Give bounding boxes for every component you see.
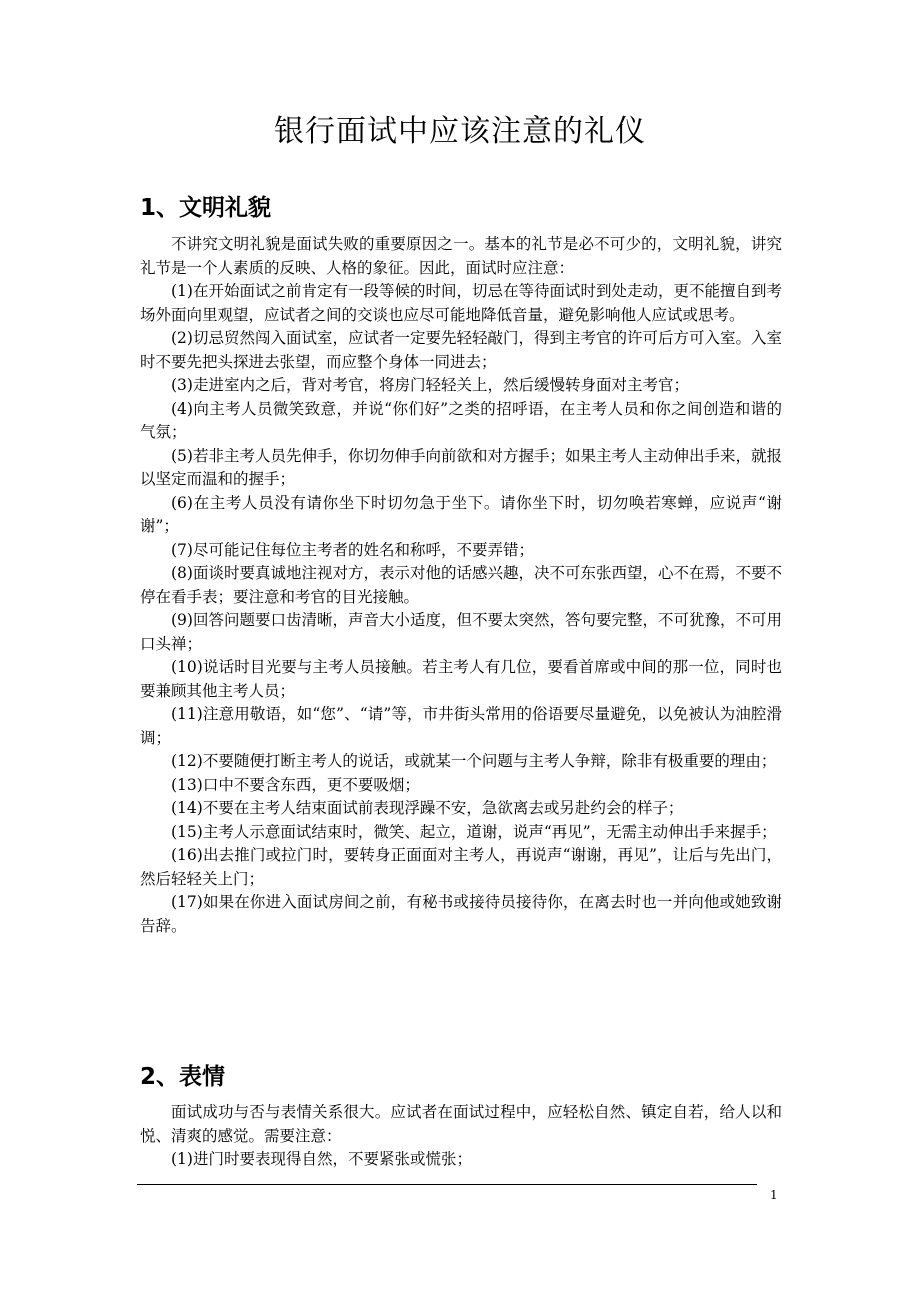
list-item: (13)口中不要含东西，更不要吸烟； bbox=[171, 775, 420, 794]
paragraph-intro: 面试成功与否与表情关系很大。应试者在面试过程中，应轻松自然、镇定自若，给人以和悦、清爽的感觉。需要注意： bbox=[140, 1103, 782, 1145]
list-item: (10)说话时目光要与主考人员接触。若主考人有几位，要看首席或中间的那一位，同时也要兼顾其他主考人员； bbox=[140, 658, 782, 700]
list-item: (2)切忌贸然闯入面试室，应试者一定要先轻轻敲门，得到主考官的许可后方可入室。入室时不要先把头探进去张望，而应整个身体一同进去； bbox=[140, 329, 782, 371]
section-heading-expression: 2、表情 bbox=[140, 1064, 226, 1090]
list-item: (16)出去推门或拉门时，要转身正面面对主考人，再说声“谢谢，再见”，让后与先出门，然后轻轻关上门； bbox=[140, 846, 782, 888]
list-item: (1)在开始面试之前肯定有一段等候的时间，切忌在等待面试时到处走动，更不能擅自到考场外面向里观望，应试者之间的交谈也应尽可能地降低音量，避免影响他人应试或思考。 bbox=[140, 282, 782, 324]
list-item: (6)在主考人员没有请你坐下时切勿急于坐下。请你坐下时，切勿唤若寒蝉，应说声“谢谢”； bbox=[140, 493, 782, 535]
list-item: (4)向主考人员微笑致意，并说“你们好”之类的招呼语，在主考人员和你之间创造和谐的气氛； bbox=[140, 399, 782, 441]
list-item: (14)不要在主考人结束面试前表现浮躁不安，急欲离去或另赴约会的样子； bbox=[171, 799, 684, 817]
list-item: (3)走进室内之后，背对考官，将房门轻轻关上，然后缓慢转身面对主考官； bbox=[171, 376, 689, 394]
list-item: (15)主考人示意面试结束时，微笑、起立，道谢，说声“再见”，无需主动伸出手来握手； bbox=[171, 822, 777, 841]
list-item: (11)注意用敬语，如“您”、“请”等，市井街头常用的俗语要尽量避免，以免被认为油腔滑调； bbox=[140, 705, 782, 747]
list-item: (12)不要随便打断主考人的说话，或就某一个问题与主考人争辩，除非有极重要的理由； bbox=[171, 752, 777, 770]
list-item: (8)面谈时要真诚地注视对方，表示对他的话感兴趣，决不可东张西望，心不在焉，不要不停在看手表；要注意和考官的目光接触。 bbox=[140, 564, 782, 606]
section-body-manners bbox=[140, 233, 782, 938]
list-item: (9)回答问题要口齿清晰，声音大小适度，但不要太突然，答句要完整，不可犹豫，不可用口头禅； bbox=[140, 611, 782, 653]
list-item: (17)如果在你进入面试房间之前，有秘书或接待员接待你，在离去时也一并向他或她致谢告辞。 bbox=[140, 893, 782, 935]
section-body-expression bbox=[140, 1101, 782, 1172]
document-title: 银行面试中应该注意的礼仪 bbox=[274, 114, 646, 149]
list-item: (5)若非主考人员先伸手，你切勿伸手向前欲和对方握手；如果主考人主动伸出手来，就报以坚定而温和的握手； bbox=[140, 446, 782, 488]
list-item: (1)进门时要表现得自然，不要紧张或慌张； bbox=[171, 1150, 472, 1168]
page-number: 1 bbox=[770, 1188, 778, 1202]
footer-divider bbox=[137, 1184, 757, 1185]
list-item: (7)尽可能记住每位主考者的姓名和称呼，不要弄错； bbox=[171, 540, 534, 559]
section-heading-manners: 1、文明礼貌 bbox=[140, 195, 272, 221]
paragraph-intro: 不讲究文明礼貌是面试失败的重要原因之一。基本的礼节是必不可少的，文明礼貌，讲究礼节是一个人素质的反映、人格的象征。因此，面试时应注意： bbox=[140, 235, 782, 277]
